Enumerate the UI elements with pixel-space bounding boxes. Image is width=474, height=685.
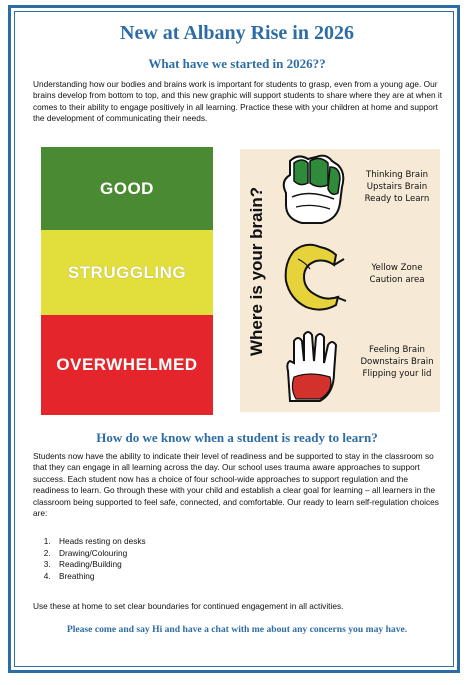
brain-label-thinking — [352, 169, 442, 205]
self-regulation-choices-list — [33, 536, 146, 582]
fist-hand-icon — [276, 153, 348, 229]
c-hand-icon — [276, 239, 348, 317]
brain-label-line: Upstairs Brain — [366, 182, 428, 192]
home-usage-paragraph: Use these at home to set clear boundaries for continued engagement in all activities. — [33, 601, 344, 611]
brain-label-line: Downstairs Brain — [360, 357, 434, 367]
list-item: 3. Reading/Building — [53, 559, 146, 571]
zone-overwhelmed: OVERWHELMED — [41, 315, 213, 415]
intro-paragraph: Understanding how our bodies and brains work is important for students to grasp, even from a young age. Our brains develop from bottom to top, and this new graphic will support students to share where they are at when it comes to their ability to engage positively in all learning. Practice these with your children at home and support the development of communicating their needs. — [33, 79, 443, 124]
zone-good: GOOD — [41, 147, 213, 230]
section-heading-started: What have we started in 2026?? — [148, 56, 326, 71]
readiness-zones-chart — [41, 147, 213, 415]
zone-struggling: STRUGGLING — [41, 230, 213, 315]
list-item: 2. Drawing/Colouring — [53, 548, 146, 560]
open-palm-icon — [276, 327, 348, 407]
list-item: 1. Heads resting on desks — [53, 536, 146, 548]
page-title: New at Albany Rise in 2026 — [120, 22, 354, 44]
brain-label-line: Caution area — [369, 275, 425, 285]
brain-label-line: Yellow Zone — [371, 263, 423, 273]
closing-message: Please come and say Hi and have a chat with me about any concerns you may have. — [66, 624, 408, 635]
brain-label-line: Flipping your lid — [362, 369, 432, 379]
brain-label-line: Ready to Learn — [364, 194, 430, 204]
brain-hand-graphic — [240, 149, 440, 412]
readiness-paragraph: Students now have the ability to indicate their level of readiness and be supported to stay in the classroom so that they can engage in all learning across the day. Our school uses trauma aware approaches to support success. Each student now has a choice of four school-wide approaches to support regulation and the readiness to learn. Go through these with your child and establish a clear goal for learning – all learners in the classroom being supported to feel safe, connected, and comfortable. Our ready to learn self-regulation choices are: — [33, 451, 439, 519]
brain-label-feeling — [352, 344, 442, 380]
brain-label-line: Feeling Brain — [369, 345, 425, 355]
section-heading-ready: How do we know when a student is ready to learn? — [96, 430, 378, 445]
brain-label-yellow — [352, 262, 442, 286]
brain-graphic-title: Where is your brain? — [247, 186, 266, 356]
list-item: 4. Breathing — [53, 571, 146, 583]
brain-label-line: Thinking Brain — [365, 170, 429, 180]
